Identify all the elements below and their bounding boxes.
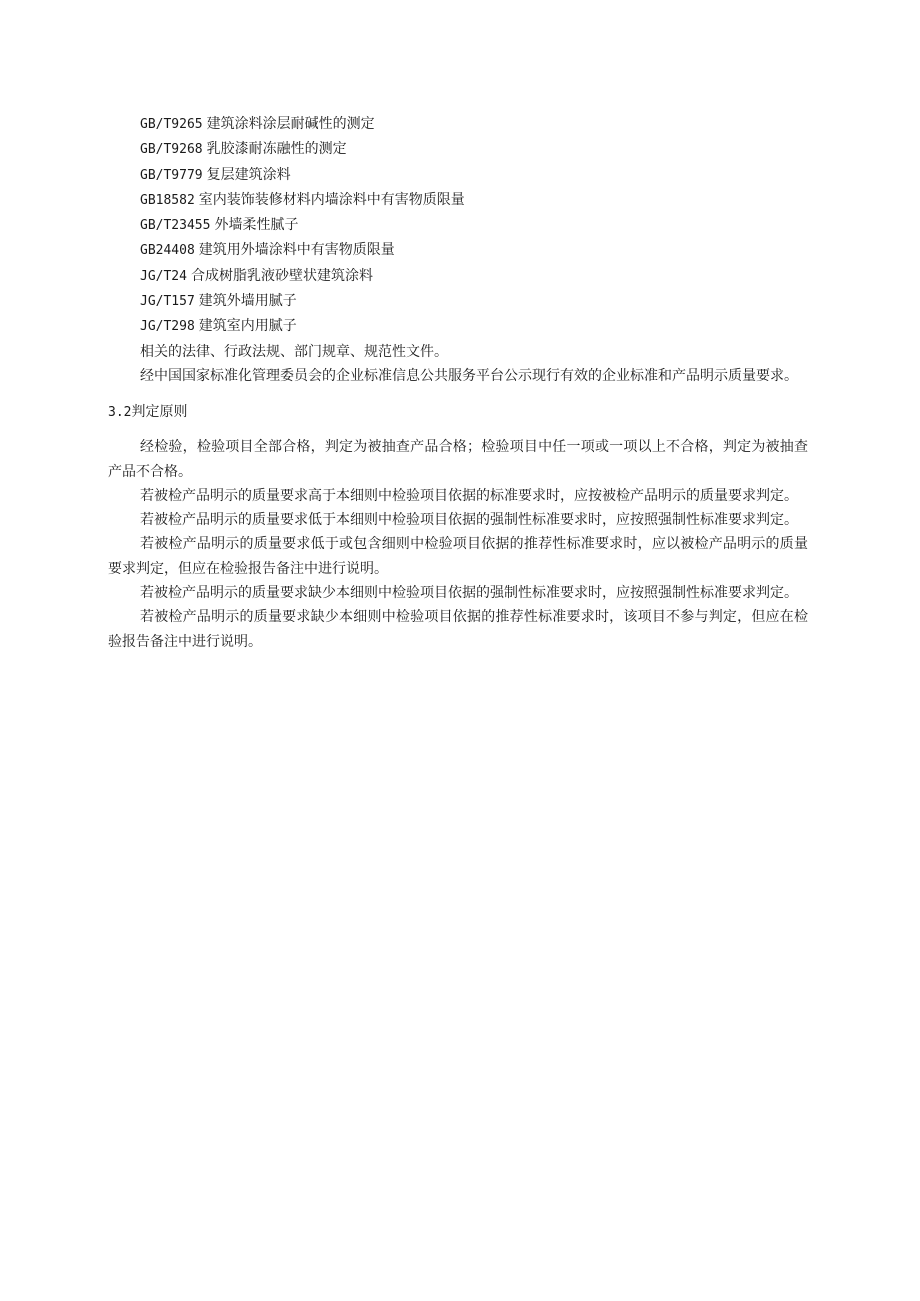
rule-paragraph: 若被检产品明示的质量要求低于本细则中检验项目依据的强制性标准要求时，应按照强制性标准要求判定。 — [140, 512, 798, 529]
standard-item — [108, 314, 808, 339]
standard-code: GB/T9268 — [140, 142, 203, 158]
standard-code: JG/T24 — [140, 268, 187, 284]
standard-item — [108, 238, 808, 263]
standard-code: GB/T9265 — [140, 117, 203, 132]
document-page — [108, 112, 808, 654]
standard-code: GB/T9779 — [140, 167, 203, 183]
rule-paragraph: 经检验，检验项目全部合格，判定为被抽查产品合格；检验项目中任一项或一项以上不合格，判定为被抽查产品不合格。 — [108, 439, 808, 480]
section-number: 3.2 — [108, 405, 132, 421]
standard-title: 乳胶漆耐冻融性的测定 — [206, 141, 347, 158]
standard-code: JG/T157 — [140, 294, 195, 310]
standard-item — [108, 112, 808, 137]
standard-item — [108, 289, 808, 314]
rule-paragraph: 若被检产品明示的质量要求低于或包含细则中检验项目依据的推荐性标准要求时，应以被检产品明示的质量要求判定，但应在检验报告备注中进行说明。 — [108, 536, 808, 577]
standard-title: 合成树脂乳液砂壁状建筑涂料 — [190, 267, 373, 284]
enterprise-standard-paragraph: 经中国国家标准化管理委员会的企业标准信息公共服务平台公示现行有效的企业标准和产品明示质量要求。 — [140, 367, 798, 384]
rule-paragraph: 若被检产品明示的质量要求高于本细则中检验项目依据的标准要求时，应按被检产品明示的质量要求判定。 — [140, 487, 798, 504]
standard-item — [108, 188, 808, 213]
standard-title: 建筑用外墙涂料中有害物质限量 — [198, 242, 395, 259]
standard-code: GB18582 — [140, 192, 195, 208]
rule-paragraph: 若被检产品明示的质量要求缺少本细则中检验项目依据的强制性标准要求时，应按照强制性标准要求判定。 — [140, 585, 798, 602]
standard-item — [108, 137, 808, 162]
standard-title: 建筑涂料涂层耐碱性的测定 — [206, 116, 375, 132]
section-heading — [108, 400, 808, 425]
standard-code: GB24408 — [140, 243, 195, 259]
standard-code: GB/T23455 — [140, 218, 211, 234]
section-title: 判定原则 — [131, 404, 188, 421]
standard-title: 室内装饰装修材料内墙涂料中有害物质限量 — [198, 191, 465, 208]
standards-list — [108, 112, 808, 340]
standard-title: 建筑室内用腻子 — [198, 318, 297, 335]
standard-code: JG/T298 — [140, 319, 195, 335]
legal-reference-paragraph: 相关的法律、行政法规、部门规章、规范性文件。 — [140, 343, 448, 360]
standard-title: 外墙柔性腻子 — [214, 217, 299, 234]
standard-item — [108, 213, 808, 238]
standard-title: 复层建筑涂料 — [206, 166, 291, 183]
standard-title: 建筑外墙用腻子 — [198, 293, 297, 310]
standard-item — [108, 264, 808, 289]
standard-item — [108, 163, 808, 188]
rule-paragraph: 若被检产品明示的质量要求缺少本细则中检验项目依据的推荐性标准要求时，该项目不参与判定，但应在检验报告备注中进行说明。 — [108, 609, 808, 650]
